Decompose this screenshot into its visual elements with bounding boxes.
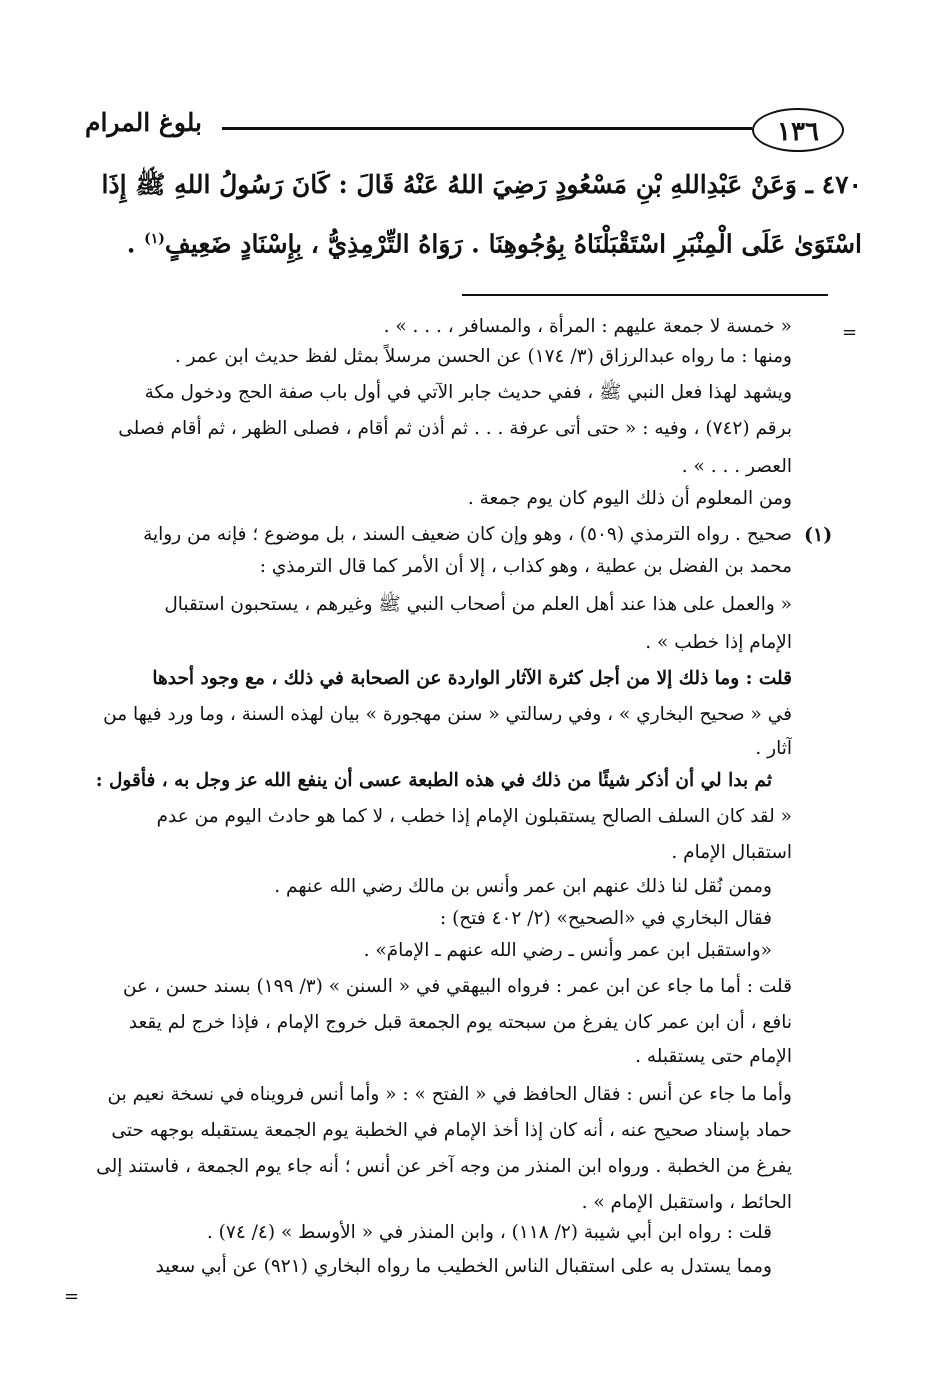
header-rule: [222, 127, 752, 130]
footnote-line: ومن المعلوم أن ذلك اليوم كان يوم جمعة .: [467, 488, 792, 509]
continuation-mark-top: =: [842, 322, 858, 343]
footnote-line: يفرغ من الخطبة . ورواه ابن المنذر من وجه آخر عن أنس ؛ أنه جاء يوم الجمعة ، فاستند إلى: [96, 1156, 792, 1177]
footnote-line: ومنها : ما رواه عبدالرزاق (٣/ ١٧٤) عن الحسن مرسلاً بمثل لفظ حديث ابن عمر .: [174, 346, 792, 367]
footnote-line: ويشهد لهذا فعل النبي ﷺ ، ففي حديث جابر الآتي في أول باب صفة الحج ودخول مكة: [144, 382, 792, 403]
footnote-line: نافع ، أن ابن عمر كان يفرغ من سبحته يوم الجمعة قبل خروج الإمام ، فإذا خرج لم يقعد: [128, 1012, 792, 1033]
footnote-line: ثم بدا لي أن أذكر شيئًا من ذلك في هذه الطبعة عسى أن ينفع الله عز وجل به ، فأقول :: [95, 770, 772, 791]
hadith-line-1: ٤٧٠ ـ وَعَنْ عَبْدِاللهِ بْنِ مَسْعُودٍ رَضِيَ اللهُ عَنْهُ قَالَ : كَانَ رَسُولُ اللهِ ﷺ إِذَا: [101, 170, 862, 199]
footnote-line: فقال البخاري في «الصحيح» (٢/ ٤٠٢ فتح) :: [439, 908, 772, 929]
footnote-line: قلت : رواه ابن أبي شيبة (٢/ ١١٨) ، وابن المنذر في « الأوسط » (٤/ ٧٤) .: [206, 1222, 772, 1243]
footnote-line: استقبال الإمام .: [671, 842, 792, 863]
footnote-number: (١): [804, 524, 833, 546]
footnote-separator: [462, 294, 828, 296]
footnote-line: برقم (٧٤٢) ، وفيه : « حتى أتى عرفة . . . ثم أذن ثم أقام ، فصلى الظهر ، ثم أقام فصلى: [118, 418, 792, 439]
footnote-line: آثار .: [755, 738, 792, 759]
footnote-line: الإمام إذا خطب » .: [645, 632, 792, 653]
book-title: بلوغ المرام: [84, 108, 202, 137]
footnote-line: « لقد كان السلف الصالح يستقبلون الإمام إذا خطب ، لا كما هو حادث اليوم من عدم: [156, 806, 792, 827]
footnote-line: محمد بن الفضل بن عطية ، وهو كذاب ، إلا أن الأمر كما قال الترمذي :: [259, 556, 792, 577]
continuation-mark-bottom: =: [64, 1286, 80, 1307]
footnote-line: في « صحيح البخاري » ، وفي رسالتي « سنن مهجورة » بيان لهذه السنة ، وما ورد فيها من: [103, 704, 792, 725]
page-number: ١٣٦: [752, 108, 844, 152]
footnote-line: الإمام حتى يستقبله .: [635, 1046, 792, 1067]
footnote-line: العصر . . . » .: [681, 456, 792, 477]
footnote-line: « والعمل على هذا عند أهل العلم من أصحاب النبي ﷺ وغيرهم ، يستحبون استقبال: [164, 594, 792, 615]
footnote-line: صحيح . رواه الترمذي (٥٠٩) ، وهو وإن كان ضعيف السند ، بل موضوع ؛ فإنه من رواية: [143, 524, 792, 545]
hadith-line-2: [82, 212, 862, 271]
footnote-line: وأما ما جاء عن أنس : فقال الحافظ في « الفتح » : « وأما أنس فرويناه في نسخة نعيم بن: [107, 1084, 792, 1105]
footnote-ref: (١): [144, 231, 165, 247]
footnote-line: ومما يستدل به على استقبال الناس الخطيب ما رواه البخاري (٩٢١) عن أبي سعيد: [155, 1256, 772, 1277]
footnote-line: قلت : وما ذلك إلا من أجل كثرة الآثار الواردة عن الصحابة في ذلك ، مع وجود أحدها: [152, 668, 792, 689]
footnote-line: حماد بإسناد صحيح عنه ، أنه كان إذا أخذ الإمام في الخطبة يوم الجمعة يستقبله بوجهه حتى: [111, 1120, 792, 1141]
footnote-line: وممن نُقل لنا ذلك عنهم ابن عمر وأنس بن مالك رضي الله عنهم .: [274, 876, 772, 897]
hadith-line-2-end: .: [126, 229, 145, 259]
footnote-line: «واستقبل ابن عمر وأنس ـ رضي الله عنهم ـ الإمامَ» .: [363, 940, 772, 961]
hadith-line-2-text: اسْتَوَىٰ عَلَى الْمِنْبَرِ اسْتَقْبَلْنَاهُ بِوُجُوهِنَا . رَوَاهُ التِّرْمِذِيُّ ، بِإِسْنَادٍ ضَعِيفٍ: [164, 229, 862, 259]
footnote-line: الحائط ، واستقبل الإمام » .: [581, 1192, 792, 1213]
footnote-line: قلت : أما ما جاء عن ابن عمر : فرواه البيهقي في « السنن » (٣/ ١٩٩) بسند حسن ، عن: [122, 976, 792, 997]
footnote-line: « خمسة لا جمعة عليهم : المرأة ، والمسافر ، . . . » .: [383, 316, 792, 337]
